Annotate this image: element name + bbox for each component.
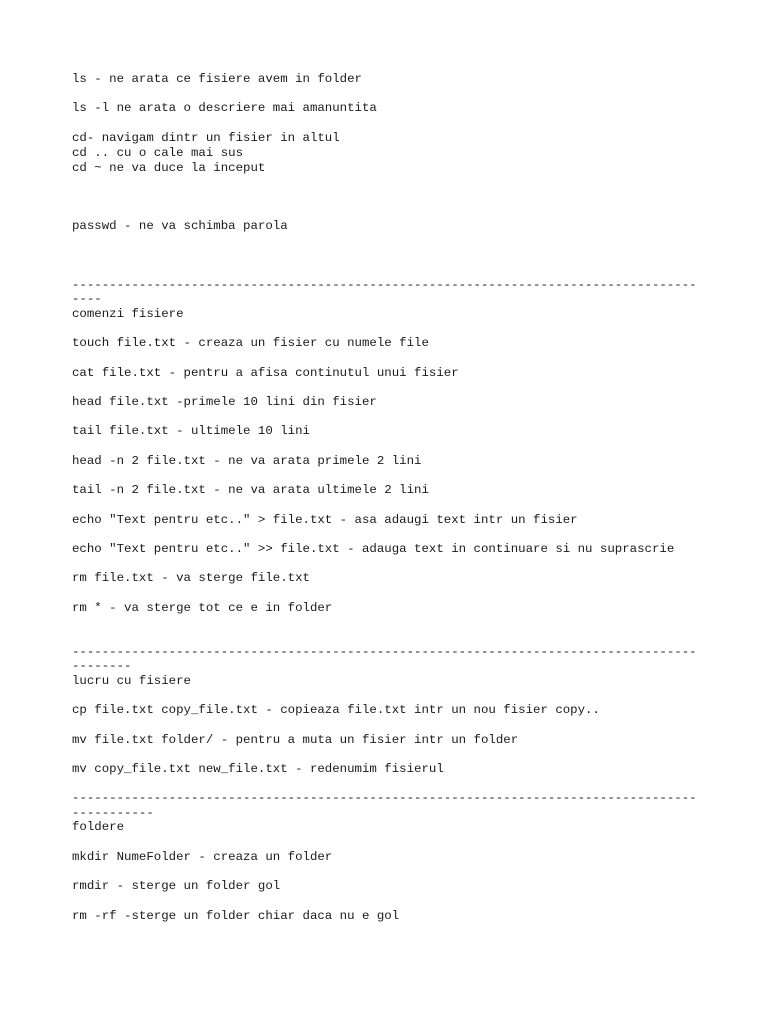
text-line: rm * - va sterge tot ce e in folder (72, 601, 333, 615)
text-line: ls -l ne arata o descriere mai amanuntita (72, 101, 377, 115)
section-heading: foldere (72, 820, 125, 834)
text-line: tail -n 2 file.txt - ne va arata ultimele 2 lini (72, 483, 429, 497)
text-line: rm file.txt - va sterge file.txt (72, 571, 310, 585)
text-line: head file.txt -primele 10 lini din fisier (72, 395, 377, 409)
separator-line: ------------------------------------------------------------------------------------ (72, 278, 697, 292)
separator-line: -------- (72, 659, 132, 673)
text-line: passwd - ne va schimba parola (72, 219, 288, 233)
text-line: head -n 2 file.txt - ne va arata primele 2 lini (72, 454, 422, 468)
text-line: mkdir NumeFolder - creaza un folder (72, 850, 333, 864)
text-line: echo "Text pentru etc.." >> file.txt - adauga text in continuare si nu suprascrie (72, 542, 675, 556)
separator-line: ----------- (72, 806, 154, 820)
text-line: cd ~ ne va duce la inceput (72, 161, 266, 175)
text-line: ls - ne arata ce fisiere avem in folder (72, 72, 362, 86)
separator-line: ------------------------------------------------------------------------------------ (72, 645, 697, 659)
text-line: mv copy_file.txt new_file.txt - redenumim fisierul (72, 762, 444, 776)
text-line: rmdir - sterge un folder gol (72, 879, 281, 893)
text-line: touch file.txt - creaza un fisier cu numele file (72, 336, 429, 350)
text-line: tail file.txt - ultimele 10 lini (72, 424, 310, 438)
text-line: echo "Text pentru etc.." > file.txt - asa adaugi text intr un fisier (72, 513, 578, 527)
separator-line: ------------------------------------------------------------------------------------ (72, 791, 697, 805)
text-line: rm -rf -sterge un folder chiar daca nu e gol (72, 909, 400, 923)
text-line: cd- navigam dintr un fisier in altul (72, 131, 340, 145)
text-line: cp file.txt copy_file.txt - copieaza file.txt intr un nou fisier copy.. (72, 703, 600, 717)
section-heading: lucru cu fisiere (72, 674, 191, 688)
text-line: cat file.txt - pentru a afisa continutul unui fisier (72, 366, 459, 380)
text-line: cd .. cu o cale mai sus (72, 146, 244, 160)
text-line: mv file.txt folder/ - pentru a muta un fisier intr un folder (72, 733, 519, 747)
separator-line: ---- (72, 292, 102, 306)
section-heading: comenzi fisiere (72, 307, 184, 321)
